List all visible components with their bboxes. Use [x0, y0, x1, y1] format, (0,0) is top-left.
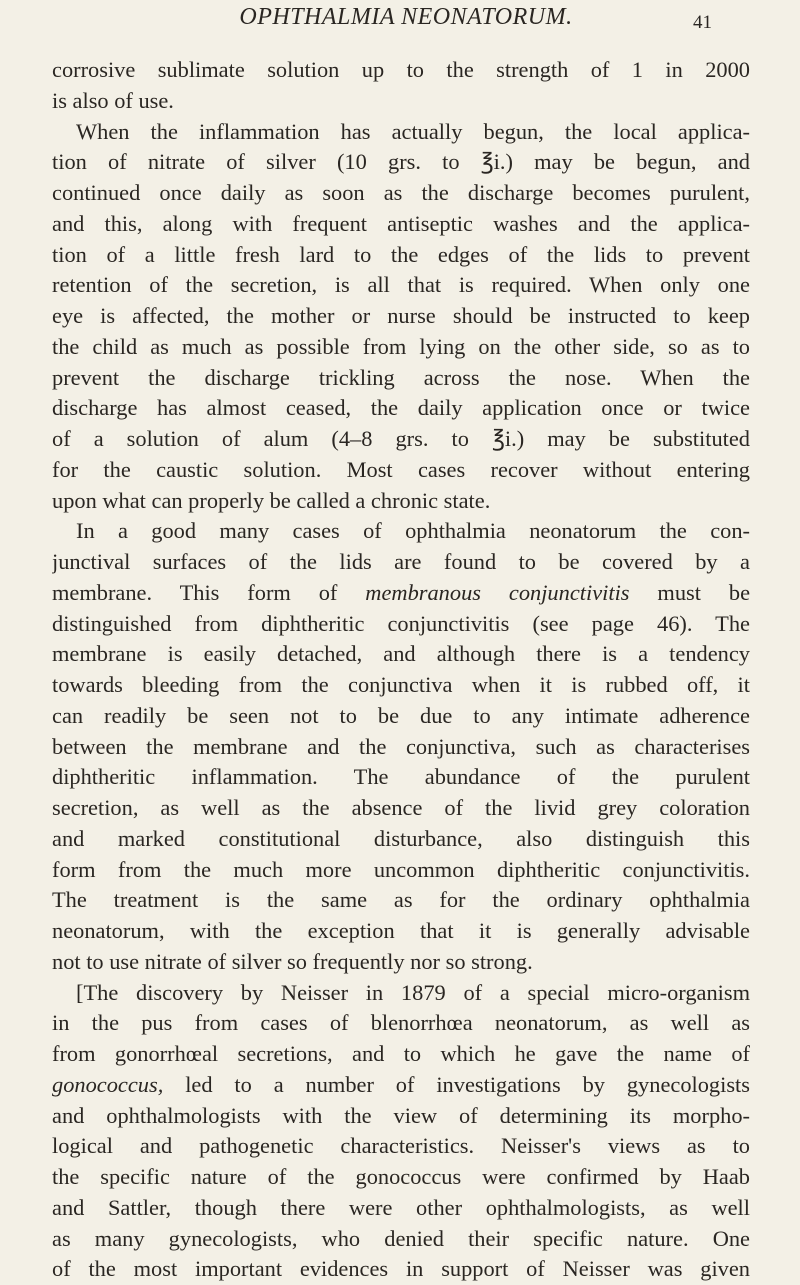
body-text	[52, 55, 750, 1285]
text-line: discharge has almost ceased, the daily application once or twice	[52, 395, 750, 421]
text-line: form from the much more uncommon diphtheritic conjunctivitis.	[52, 856, 750, 882]
text-line: can readily be seen not to be due to any intimate adherence	[52, 702, 750, 728]
text-line: eye is affected, the mother or nurse should be instructed to keep	[52, 303, 750, 328]
text-line: upon what can properly be called a chronic state.	[52, 487, 491, 513]
text-line: membrane. This form of membranous conjunctivitis must be	[52, 579, 750, 605]
text-line: in the pus from cases of blenorrhœa neonatorum, as well as	[52, 1010, 750, 1036]
text-line: between the membrane and the conjunctiva, such as characterises	[52, 733, 750, 759]
text-line: the child as much as possible from lying on the other side, so as to	[52, 333, 750, 359]
text-line: as many gynecologists, who denied their specific nature. One	[52, 1225, 750, 1251]
text-line: diphtheritic inflammation. The abundance of the purulent	[52, 764, 750, 790]
text-line: neonatorum, with the exception that it is generally advisable	[52, 918, 750, 943]
text-line: tion of a little fresh lard to the edges of the lids to prevent	[52, 241, 750, 267]
text-line: of a solution of alum (4–8 grs. to ℥i.) may be substituted	[52, 426, 750, 451]
text-line: gonococcus, led to a number of investigations by gynecologists	[52, 1071, 750, 1097]
text-line: prevent the discharge trickling across the nose. When the	[52, 364, 750, 390]
text-line: towards bleeding from the conjunctiva when it is rubbed off, it	[52, 672, 750, 697]
text-line: not to use nitrate of silver so frequently nor so strong.	[52, 948, 533, 974]
text-line: for the caustic solution. Most cases recover without entering	[52, 456, 750, 482]
text-line: corrosive sublimate solution up to the strength of 1 in 2000	[52, 57, 750, 82]
text-line: the specific nature of the gonococcus were confirmed by Haab	[52, 1164, 750, 1189]
text-line: retention of the secretion, is all that is required. When only one	[52, 272, 750, 298]
text-line: distinguished from diphtheritic conjunctivitis (see page 46). The	[52, 610, 750, 636]
text-line: In a good many cases of ophthalmia neonatorum the con-	[76, 518, 750, 544]
text-line: is also of use.	[52, 87, 174, 113]
text-line: and this, along with frequent antiseptic washes and the applica-	[52, 210, 750, 236]
page-number: 41	[693, 12, 712, 33]
text-line: tion of nitrate of silver (10 grs. to ℥i.) may be begun, and	[52, 149, 750, 175]
text-line: from gonorrhœal secretions, and to which he gave the name of	[52, 1041, 750, 1066]
text-line: of the most important evidences in support of Neisser was given	[52, 1256, 750, 1282]
text-line: [The discovery by Neisser in 1879 of a special micro-organism	[76, 979, 750, 1005]
text-line: logical and pathogenetic characteristics. Neisser's views as to	[52, 1133, 750, 1159]
text-line: junctival surfaces of the lids are found to be covered by a	[52, 549, 750, 574]
text-line: and ophthalmologists with the view of determining its morpho-	[52, 1102, 750, 1128]
running-title: OPHTHALMIA NEONATORUM.	[239, 4, 573, 30]
text-line: membrane is easily detached, and although there is a tendency	[52, 641, 750, 667]
text-line: When the inflammation has actually begun, the local applica-	[76, 118, 750, 144]
text-line: secretion, as well as the absence of the livid grey coloration	[52, 795, 750, 820]
text-line: continued once daily as soon as the discharge becomes purulent,	[52, 180, 750, 205]
text-line: and Sattler, though there were other ophthalmologists, as well	[52, 1194, 750, 1220]
text-line: The treatment is the same as for the ordinary ophthalmia	[52, 887, 750, 913]
text-line: and marked constitutional disturbance, also distinguish this	[52, 825, 750, 851]
